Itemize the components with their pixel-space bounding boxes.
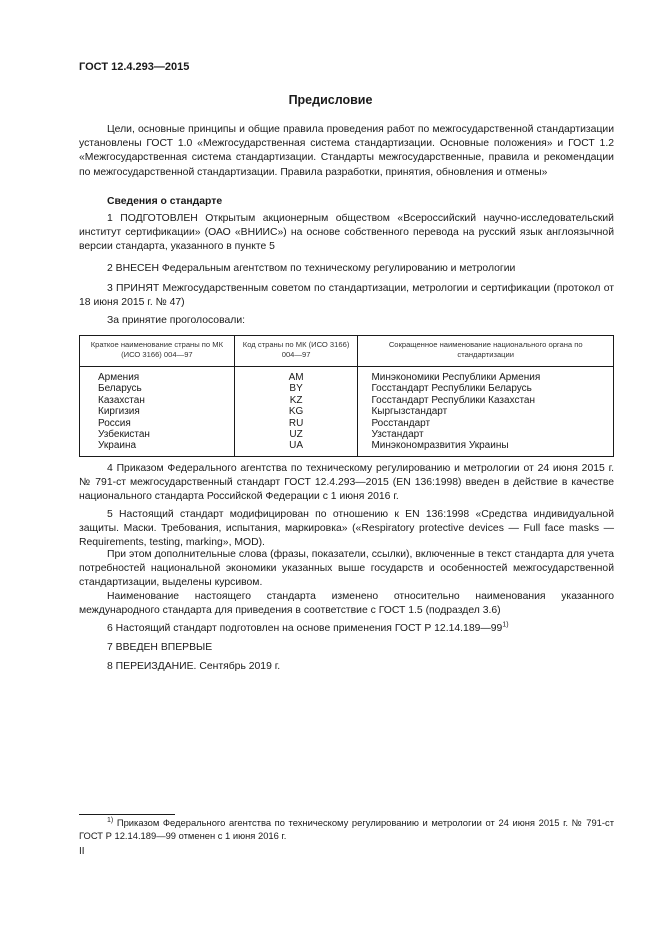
table-row bbox=[80, 367, 614, 457]
item-6-text: 6 Настоящий стандарт подготовлен на основе применения ГОСТ Р 12.14.189—99 bbox=[107, 623, 503, 634]
item-8: 8 ПЕРЕИЗДАНИЕ. Сентябрь 2019 г. bbox=[107, 661, 281, 672]
item-5-additional: При этом дополнительные слова (фразы, показатели, ссылки), включенные в текст стандарта для учета потребностей национальной экономики указанных выше государств и особенностей межгосударственной стандартизации, выделены курсивом. bbox=[79, 549, 614, 589]
item-2: 2 ВНЕСЕН Федеральным агентством по техническому регулированию и метрологии bbox=[107, 263, 516, 274]
footnote bbox=[79, 817, 614, 842]
item-6 bbox=[79, 622, 614, 636]
item-3: 3 ПРИНЯТ Межгосударственным советом по стандартизации, метрологии и сертификации (протокол от 18 июня 2015 г. № 47) bbox=[79, 283, 614, 309]
section-heading: Сведения о стандарте bbox=[107, 196, 223, 207]
country-list: Армения Беларусь Казахстан Киргизия Россия Узбекистан Украина bbox=[98, 372, 150, 452]
item-1: 1 ПОДГОТОВЛЕН Открытым акционерным обществом «Всероссийский научно-исследовательский институт сертификации» (ОАО «ВНИИС») на основе собственного перевода на русский язык англоязычной версии стандарта, указанного в пункте 5 bbox=[79, 213, 614, 253]
footnote-ref: 1) bbox=[502, 621, 509, 629]
intro-paragraph: Цели, основные принципы и общие правила проведения работ по межгосударственной стандартизации установлены ГОСТ 1.0 «Межгосударственная система стандартизации. Основные положения» и ГОСТ 1.2 «Межгосударственная система стандартизации. Стандарты межгосударственные, правила и рекомендации по межгосударственной стандартизации. Правила разработки, принятия, обновления и отмены» bbox=[79, 124, 614, 178]
code-list: AM BY KZ KG RU UZ UA bbox=[288, 372, 304, 452]
col-header-body: Сокращенное наименование национального органа по стандартизации bbox=[358, 336, 614, 367]
footnote-divider bbox=[79, 814, 175, 815]
item-4: 4 Приказом Федерального агентства по техническому регулированию и метрологии от 24 июня 2015 г. № 791-ст межгосударственный стандарт ГОСТ 12.4.293—2015 (EN 136:1998) введен в действие в качестве национального стандарта Российской Федерации с 1 июня 2016 г. bbox=[79, 463, 614, 503]
item-5-name-change: Наименование настоящего стандарта изменено относительно наименования указанного международного стандарта для приведения в соответствие с ГОСТ 1.5 (подраздел 3.6) bbox=[79, 591, 614, 617]
col-header-country: Краткое наименование страны по МК (ИСО 3166) 004—97 bbox=[80, 336, 235, 367]
document-header: ГОСТ 12.4.293—2015 bbox=[79, 61, 190, 73]
footnote-mark: 1) bbox=[107, 816, 114, 824]
table-header-row bbox=[80, 336, 614, 367]
footnote-text: Приказом Федерального агентства по техническому регулированию и метрологии от 24 июня 2015 г. № 791-ст ГОСТ Р 12.14.189—99 отменен с 1 июня 2016 г. bbox=[79, 817, 614, 841]
col-header-code: Код страны по МК (ИСО 3166) 004—97 bbox=[234, 336, 358, 367]
item-7: 7 ВВЕДЕН ВПЕРВЫЕ bbox=[107, 642, 213, 653]
page-number: II bbox=[79, 846, 85, 857]
item-5: 5 Настоящий стандарт модифицирован по отношению к EN 136:1998 «Средства индивидуальной защиты. Маски. Требования, испытания, маркировка» («Respiratory protective devices — Full face masks — Requirements, testing, marking», MOD). bbox=[79, 509, 614, 549]
body-list: Минэкономики Республики Армения Госстандарт Республики Беларусь Госстандарт Республики Казахстан Кыргызстандарт Росстандарт Узстандарт Минэкономразвития Украины bbox=[371, 372, 541, 452]
voting-table bbox=[79, 335, 614, 457]
page-title: Предисловие bbox=[288, 93, 373, 107]
voted-label: За принятие проголосовали: bbox=[107, 315, 246, 326]
